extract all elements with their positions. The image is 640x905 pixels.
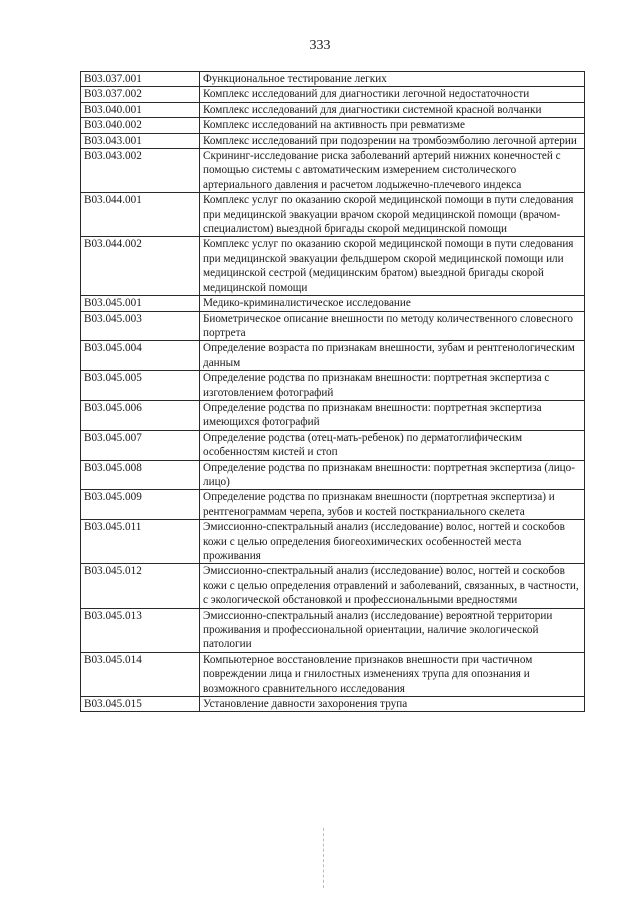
service-code: B03.045.015 (81, 697, 200, 712)
service-description: Компьютерное восстановление признаков внешности при частичном повреждении лица и гнилостных изменениях трупа для опознания и возможного сравнительного исследования (200, 652, 585, 696)
table-row (81, 87, 585, 102)
service-code: B03.045.006 (81, 400, 200, 430)
service-code: B03.040.001 (81, 102, 200, 117)
service-code: B03.045.014 (81, 652, 200, 696)
service-code: B03.045.004 (81, 341, 200, 371)
table-row (81, 341, 585, 371)
scan-artifact-line (323, 828, 325, 888)
service-code: B03.045.012 (81, 564, 200, 608)
service-code: B03.040.002 (81, 118, 200, 133)
table-row (81, 149, 585, 193)
service-code: B03.045.007 (81, 430, 200, 460)
table-row (81, 296, 585, 311)
service-description: Определение возраста по признакам внешности, зубам и рентгенологическим данным (200, 341, 585, 371)
service-code: B03.044.002 (81, 237, 200, 296)
service-code: B03.045.013 (81, 608, 200, 652)
table-row (81, 652, 585, 696)
service-code: B03.045.008 (81, 460, 200, 490)
table-row (81, 608, 585, 652)
service-description: Биометрическое описание внешности по методу количественного словесного портрета (200, 311, 585, 341)
table-row (81, 72, 585, 87)
service-description: Определение родства по признакам внешности: портретная экспертиза с изготовлением фотографий (200, 371, 585, 401)
service-code: B03.045.011 (81, 520, 200, 564)
service-description: Комплекс услуг по оказанию скорой медицинской помощи в пути следования при медицинской эвакуации фельдшером скорой медицинской помощи или медицинской сестрой (медицинским братом) выездной бригады скорой медицинской помощи (200, 237, 585, 296)
services-table-body (81, 72, 585, 712)
service-description: Определение родства (отец-мать-ребенок) по дерматоглифическим особенностям кистей и стоп (200, 430, 585, 460)
service-code: B03.045.001 (81, 296, 200, 311)
service-description: Комплекс исследований для диагностики легочной недостаточности (200, 87, 585, 102)
table-row (81, 460, 585, 490)
service-description: Скрининг-исследование риска заболеваний артерий нижних конечностей с помощью системы с автоматическим измерением систолического артериального давления и расчетом лодыжечно-плечевого индекса (200, 149, 585, 193)
service-code: B03.037.002 (81, 87, 200, 102)
table-row (81, 102, 585, 117)
service-description: Определение родства по признакам внешности: портретная экспертиза имеющихся фотографий (200, 400, 585, 430)
table-row (81, 430, 585, 460)
service-description: Установление давности захоронения трупа (200, 697, 585, 712)
service-description: Эмиссионно-спектральный анализ (исследование) волос, ногтей и соскобов кожи с целью определения отравлений и заболеваний, связанных, в частности, с экологической обстановкой и профессиональными вредностями (200, 564, 585, 608)
service-description: Медико-криминалистическое исследование (200, 296, 585, 311)
service-description: Комплекс исследований при подозрении на тромбоэмболию легочной артерии (200, 133, 585, 148)
table-row (81, 490, 585, 520)
table-row (81, 118, 585, 133)
service-code: B03.045.005 (81, 371, 200, 401)
service-code: B03.043.002 (81, 149, 200, 193)
table-row (81, 237, 585, 296)
service-code: B03.045.009 (81, 490, 200, 520)
services-table (80, 71, 585, 712)
service-description: Комплекс услуг по оказанию скорой медицинской помощи в пути следования при медицинской эвакуации врачом скорой медицинской помощи (врачом-специалистом) выездной бригады скорой медицинской помощи (200, 193, 585, 237)
table-row (81, 133, 585, 148)
service-code: B03.037.001 (81, 72, 200, 87)
service-description: Определение родства по признакам внешности: портретная экспертиза (лицо-лицо) (200, 460, 585, 490)
service-code: B03.043.001 (81, 133, 200, 148)
table-row (81, 564, 585, 608)
service-code: B03.045.003 (81, 311, 200, 341)
table-row (81, 371, 585, 401)
table-row (81, 520, 585, 564)
table-row (81, 193, 585, 237)
service-description: Функциональное тестирование легких (200, 72, 585, 87)
service-description: Эмиссионно-спектральный анализ (исследование) волос, ногтей и соскобов кожи с целью определения биогеохимических особенностей места проживания (200, 520, 585, 564)
service-description: Эмиссионно-спектральный анализ (исследование) вероятной территории проживания и профессиональной ориентации, наличие экологической патологии (200, 608, 585, 652)
page-number: 333 (309, 38, 331, 53)
table-row (81, 311, 585, 341)
service-code: B03.044.001 (81, 193, 200, 237)
table-row (81, 697, 585, 712)
table-row (81, 400, 585, 430)
service-description: Определение родства по признакам внешности (портретная экспертиза) и рентгенограммам черепа, зубов и костей посткраниального скелета (200, 490, 585, 520)
service-description: Комплекс исследований для диагностики системной красной волчанки (200, 102, 585, 117)
service-description: Комплекс исследований на активность при ревматизме (200, 118, 585, 133)
